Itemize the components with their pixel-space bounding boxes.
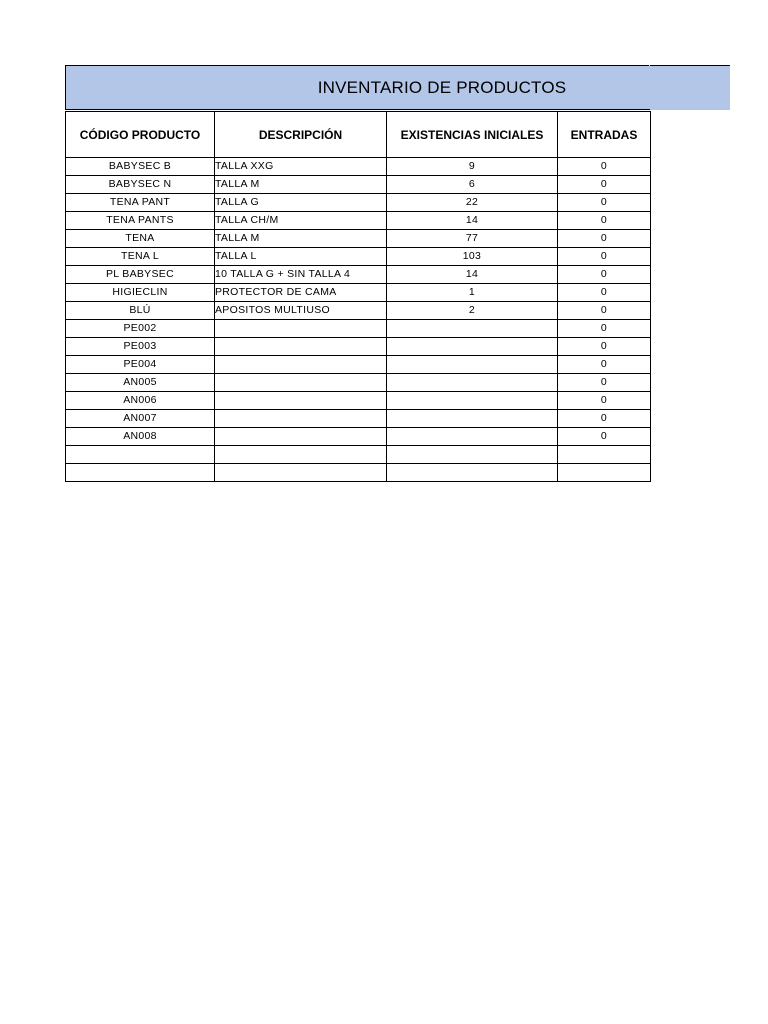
- cell-entries[interactable]: 0: [558, 158, 651, 176]
- cell-initial-stock[interactable]: [387, 428, 558, 446]
- cell-product-code[interactable]: PE004: [66, 356, 215, 374]
- cell-initial-stock[interactable]: [387, 338, 558, 356]
- inventory-table: [65, 111, 651, 482]
- sheet-title: INVENTARIO DE PRODUCTOS: [317, 78, 567, 97]
- table-row: [66, 284, 651, 302]
- cell-entries[interactable]: [558, 464, 651, 482]
- cell-product-code[interactable]: AN005: [66, 374, 215, 392]
- cell-entries[interactable]: 0: [558, 230, 651, 248]
- table-row: [66, 374, 651, 392]
- table-row: [66, 446, 651, 464]
- cell-entries[interactable]: 0: [558, 302, 651, 320]
- cell-product-code[interactable]: PE003: [66, 338, 215, 356]
- cell-entries[interactable]: 0: [558, 338, 651, 356]
- cell-entries[interactable]: 0: [558, 374, 651, 392]
- column-header-code: CÓDIGO PRODUCTO: [66, 112, 215, 158]
- table-row: [66, 158, 651, 176]
- cell-description[interactable]: [215, 428, 387, 446]
- column-header-entries: ENTRADAS: [558, 112, 651, 158]
- cell-product-code[interactable]: HIGIECLIN: [66, 284, 215, 302]
- cell-product-code[interactable]: PE002: [66, 320, 215, 338]
- cell-description[interactable]: [215, 392, 387, 410]
- cell-initial-stock[interactable]: [387, 446, 558, 464]
- cell-description[interactable]: TALLA M: [215, 230, 387, 248]
- cell-initial-stock[interactable]: 2: [387, 302, 558, 320]
- cell-entries[interactable]: 0: [558, 392, 651, 410]
- table-row: [66, 194, 651, 212]
- table-row: [66, 266, 651, 284]
- inventory-rows: [66, 158, 651, 482]
- cell-entries[interactable]: 0: [558, 320, 651, 338]
- cell-entries[interactable]: 0: [558, 212, 651, 230]
- cell-description[interactable]: [215, 446, 387, 464]
- cell-product-code[interactable]: PL BABYSEC: [66, 266, 215, 284]
- cell-product-code[interactable]: TENA: [66, 230, 215, 248]
- cell-entries[interactable]: [558, 446, 651, 464]
- table-row: [66, 356, 651, 374]
- column-header-initial-stock: EXISTENCIAS INICIALES: [387, 112, 558, 158]
- cell-product-code[interactable]: AN008: [66, 428, 215, 446]
- cell-product-code[interactable]: BLÚ: [66, 302, 215, 320]
- table-row: [66, 248, 651, 266]
- cell-product-code[interactable]: TENA L: [66, 248, 215, 266]
- cell-initial-stock[interactable]: [387, 464, 558, 482]
- cell-initial-stock[interactable]: [387, 374, 558, 392]
- cell-description[interactable]: 10 TALLA G + SIN TALLA 4: [215, 266, 387, 284]
- table-row: [66, 428, 651, 446]
- cell-description[interactable]: PROTECTOR DE CAMA: [215, 284, 387, 302]
- cell-initial-stock[interactable]: 6: [387, 176, 558, 194]
- cell-entries[interactable]: 0: [558, 356, 651, 374]
- cell-product-code[interactable]: TENA PANT: [66, 194, 215, 212]
- table-row: [66, 410, 651, 428]
- cell-description[interactable]: [215, 320, 387, 338]
- cell-description[interactable]: TALLA L: [215, 248, 387, 266]
- header-row: [66, 112, 651, 158]
- cell-initial-stock[interactable]: [387, 320, 558, 338]
- cell-product-code[interactable]: [66, 464, 215, 482]
- title-divider: [65, 109, 650, 110]
- cell-entries[interactable]: 0: [558, 194, 651, 212]
- cell-initial-stock[interactable]: 9: [387, 158, 558, 176]
- cell-initial-stock[interactable]: [387, 392, 558, 410]
- cell-initial-stock[interactable]: 1: [387, 284, 558, 302]
- cell-initial-stock[interactable]: [387, 356, 558, 374]
- table-row: [66, 320, 651, 338]
- cell-product-code[interactable]: BABYSEC N: [66, 176, 215, 194]
- cell-description[interactable]: [215, 464, 387, 482]
- cell-description[interactable]: TALLA M: [215, 176, 387, 194]
- cell-initial-stock[interactable]: [387, 410, 558, 428]
- cell-entries[interactable]: 0: [558, 410, 651, 428]
- table-row: [66, 302, 651, 320]
- cell-product-code[interactable]: BABYSEC B: [66, 158, 215, 176]
- cell-initial-stock[interactable]: 14: [387, 266, 558, 284]
- cell-description[interactable]: [215, 356, 387, 374]
- cell-entries[interactable]: 0: [558, 284, 651, 302]
- cell-initial-stock[interactable]: 14: [387, 212, 558, 230]
- cell-description[interactable]: [215, 374, 387, 392]
- cell-entries[interactable]: 0: [558, 266, 651, 284]
- table-row: [66, 230, 651, 248]
- table-row: [66, 464, 651, 482]
- table-row: [66, 392, 651, 410]
- cell-initial-stock[interactable]: 77: [387, 230, 558, 248]
- cell-entries[interactable]: 0: [558, 176, 651, 194]
- cell-product-code[interactable]: TENA PANTS: [66, 212, 215, 230]
- cell-description[interactable]: APOSITOS MULTIUSO: [215, 302, 387, 320]
- table-row: [66, 338, 651, 356]
- cell-initial-stock[interactable]: 22: [387, 194, 558, 212]
- cell-initial-stock[interactable]: 103: [387, 248, 558, 266]
- cell-description[interactable]: [215, 410, 387, 428]
- cell-product-code[interactable]: AN006: [66, 392, 215, 410]
- cell-product-code[interactable]: AN007: [66, 410, 215, 428]
- cell-description[interactable]: TALLA CH/M: [215, 212, 387, 230]
- cell-description[interactable]: TALLA XXG: [215, 158, 387, 176]
- column-header-description: DESCRIPCIÓN: [215, 112, 387, 158]
- cell-entries[interactable]: 0: [558, 248, 651, 266]
- cell-description[interactable]: TALLA G: [215, 194, 387, 212]
- cell-entries[interactable]: 0: [558, 428, 651, 446]
- cell-product-code[interactable]: [66, 446, 215, 464]
- cell-description[interactable]: [215, 338, 387, 356]
- table-row: [66, 212, 651, 230]
- table-row: [66, 176, 651, 194]
